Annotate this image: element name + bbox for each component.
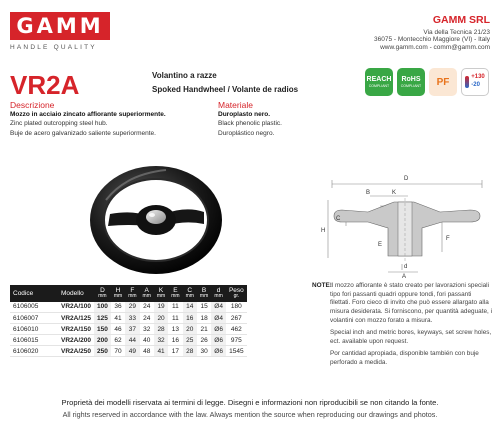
table-cell: 13 <box>168 324 182 335</box>
pf-badge <box>429 68 457 96</box>
column-header <box>125 285 139 302</box>
column-header-label: Modello <box>61 289 84 297</box>
description-en: Zinc plated outcropping steel hub. <box>10 120 108 128</box>
column-header-label: H <box>115 287 121 294</box>
table-cell: Ø4 <box>211 302 226 313</box>
column-header <box>183 285 197 302</box>
table-cell: 15 <box>197 302 211 313</box>
dim-label-d: d <box>404 264 408 270</box>
table-cell: 70 <box>111 346 125 357</box>
temperature-badge <box>461 68 489 96</box>
table-cell: 21 <box>197 324 211 335</box>
dim-label-C: C <box>336 216 341 222</box>
material-heading: Materiale <box>218 100 253 110</box>
footer-copyright-it: Proprietà dei modelli riservata ai termini di legge. Disegni e informazioni non riproducibili se non citando la fonte. <box>61 398 439 407</box>
dim-label-K: K <box>392 190 397 196</box>
table-cell: 30 <box>197 346 211 357</box>
table-cell: Ø6 <box>211 346 226 357</box>
steel-hub <box>146 210 166 224</box>
column-header-unit: mm <box>128 293 137 300</box>
description-heading: Descrizione <box>10 100 55 110</box>
product-title-it: Volantino a razze <box>152 71 217 80</box>
column-header-label: B <box>201 287 207 294</box>
dim-label-H: H <box>321 228 326 234</box>
table-cell: 20 <box>183 324 197 335</box>
table-cell: 49 <box>125 346 139 357</box>
material-es: Duroplástico negro. <box>218 129 275 137</box>
logo-mark <box>10 12 110 40</box>
footer-copyright-en: All rights reserved in accordance with the law. Always mention the source when reproducing our drawings and photos. <box>62 410 438 419</box>
column-header-unit: mm <box>199 293 209 300</box>
table-cell: 20 <box>154 313 168 324</box>
logo-tagline: HANDLE QUALITY <box>10 44 97 51</box>
compliance-badges <box>365 68 489 96</box>
table-cell: Ø6 <box>211 335 226 346</box>
table-cell: 150 <box>94 324 111 335</box>
table-row <box>10 313 247 324</box>
note-label: NOTE: <box>312 282 332 289</box>
table-cell: 32 <box>154 335 168 346</box>
table-cell: 28 <box>154 324 168 335</box>
table-cell: 33 <box>125 313 139 324</box>
table-cell: 40 <box>140 335 154 346</box>
column-header-label: A <box>144 287 149 294</box>
column-header-label: C <box>187 287 193 294</box>
table-cell: 11 <box>168 313 182 324</box>
table-cell: 28 <box>183 346 197 357</box>
table-cell: 100 <box>94 302 111 313</box>
thermometer-icon <box>465 76 469 88</box>
table-cell: 24 <box>140 302 154 313</box>
table-cell: 41 <box>154 346 168 357</box>
rohs-badge <box>397 68 425 96</box>
note-en: Special inch and metric bores, keyways, set screw holes, ect. available upon request. <box>330 329 492 345</box>
table-cell: 32 <box>140 324 154 335</box>
table-cell: VR2A/125 <box>58 313 94 324</box>
column-header-unit: mm <box>214 293 223 300</box>
reach-sub: COMPLIANT <box>368 84 390 88</box>
temp-low: -20 <box>471 82 480 88</box>
table-cell: 125 <box>94 313 111 324</box>
technical-drawing <box>318 172 496 278</box>
material-text <box>218 110 282 138</box>
material-it: Duroplasto nero. <box>218 111 271 118</box>
dim-label-D: D <box>404 176 409 182</box>
table-cell: 250 <box>94 346 111 357</box>
note-text <box>312 282 492 372</box>
table-cell: 36 <box>111 302 125 313</box>
column-header-label: F <box>130 287 135 294</box>
column-header-label: Peso <box>228 287 244 294</box>
table-cell: 46 <box>111 324 125 335</box>
column-header-unit: gr. <box>233 293 240 300</box>
column-header <box>111 285 125 302</box>
company-info <box>374 14 490 52</box>
reach-label: REACH <box>366 76 392 83</box>
table-row <box>10 324 247 335</box>
logo-letters: GAMM <box>16 14 104 38</box>
table-cell: 6106005 <box>10 302 58 313</box>
product-title-en-es: Spoked Handwheel / Volante de radios <box>152 85 299 95</box>
table-cell: 26 <box>197 335 211 346</box>
column-header-label: D <box>100 287 105 294</box>
pf-label: PF <box>436 76 450 88</box>
table-cell: 29 <box>125 302 139 313</box>
brand-logo <box>10 12 120 51</box>
column-header <box>94 285 111 302</box>
table-cell: 17 <box>168 346 182 357</box>
table-cell: 462 <box>226 324 247 335</box>
column-header <box>211 285 226 302</box>
column-header <box>154 285 168 302</box>
table-cell: 25 <box>183 335 197 346</box>
table-body <box>10 302 247 357</box>
table-cell: 975 <box>226 335 247 346</box>
table-cell: 14 <box>183 302 197 313</box>
column-header-label: E <box>173 287 178 294</box>
column-header-label: Codice <box>13 289 34 297</box>
column-header-unit: mm <box>171 293 180 300</box>
table-cell: 200 <box>94 335 111 346</box>
dim-label-E: E <box>378 242 383 248</box>
rohs-sub: COMPLIANT <box>400 84 422 88</box>
table-cell: 1545 <box>226 346 247 357</box>
note-es: Por cantidad apropiada, disponible también con buje perforado a medida. <box>330 350 479 367</box>
table-cell: 267 <box>226 313 247 324</box>
table-cell: 6106007 <box>10 313 58 324</box>
table-cell: 6106015 <box>10 335 58 346</box>
table-cell: VR2A/100 <box>58 302 94 313</box>
dim-label-F: F <box>446 236 450 242</box>
table-row <box>10 302 247 313</box>
table-cell: 62 <box>111 335 125 346</box>
dim-label-A: A <box>402 274 407 278</box>
table-row <box>10 335 247 346</box>
table-cell: 24 <box>140 313 154 324</box>
column-header-label: d <box>216 287 221 294</box>
material-en: Black phenolic plastic. <box>218 120 282 128</box>
table-cell: 37 <box>125 324 139 335</box>
description-es: Buje de acero galvanizado saliente superiormente. <box>10 129 156 137</box>
company-address-1: Via della Tecnica 21/23 <box>423 28 490 36</box>
table-cell: 11 <box>168 302 182 313</box>
column-header-unit: mm <box>98 293 107 300</box>
column-header-label: K <box>158 287 164 294</box>
reach-badge <box>365 68 393 96</box>
table-cell: 48 <box>140 346 154 357</box>
table-cell: Ø4 <box>211 313 226 324</box>
table-cell: VR2A/250 <box>58 346 94 357</box>
table-cell: 19 <box>154 302 168 313</box>
column-header <box>140 285 154 302</box>
column-header-unit: mm <box>113 293 123 300</box>
table-cell: 18 <box>197 313 211 324</box>
table-cell: 180 <box>226 302 247 313</box>
column-header-unit: mm <box>142 293 151 300</box>
table-cell: VR2A/150 <box>58 324 94 335</box>
table-cell: 16 <box>183 313 197 324</box>
table-cell: 41 <box>111 313 125 324</box>
dimensions-table <box>10 285 247 357</box>
table-cell: 6106020 <box>10 346 58 357</box>
table-header-row <box>10 285 247 302</box>
handwheel-photo <box>86 160 226 280</box>
product-code: VR2A <box>10 70 80 100</box>
table-cell: VR2A/200 <box>58 335 94 346</box>
table-row <box>10 346 247 357</box>
column-header-unit: mm <box>185 293 194 300</box>
company-name: GAMM SRL <box>432 14 490 26</box>
table-cell: 6106010 <box>10 324 58 335</box>
product-title <box>152 71 298 96</box>
company-address-2: 36075 - Montecchio Maggiore (VI) - Italy <box>374 36 490 44</box>
column-header-unit: mm <box>156 293 166 300</box>
temp-high: +130 <box>471 74 485 81</box>
company-web: www.gamm.com - comm@gamm.com <box>380 44 490 52</box>
table-cell: Ø6 <box>211 324 226 335</box>
description-it: Mozzo in acciaio zincato affiorante superiormente. <box>10 111 166 118</box>
column-header <box>10 285 58 302</box>
dim-label-B: B <box>366 190 371 196</box>
column-header <box>168 285 182 302</box>
column-header <box>58 285 94 302</box>
column-header <box>197 285 211 302</box>
rohs-label: RoHS <box>401 76 421 83</box>
note-it: Il mozzo affiorante è stato creato per lavorazioni speciali tipo fori passanti quadri oppure tondi, fori passanti filettati. Foro cieco di invito che può essere allargato alla misura desiderata. Si forniscono, per quantità adeguate, i volantini con mozzo forato a misura. <box>330 282 492 324</box>
description-text <box>10 110 166 138</box>
table-cell: 44 <box>125 335 139 346</box>
table-cell: 16 <box>168 335 182 346</box>
column-header <box>226 285 247 302</box>
